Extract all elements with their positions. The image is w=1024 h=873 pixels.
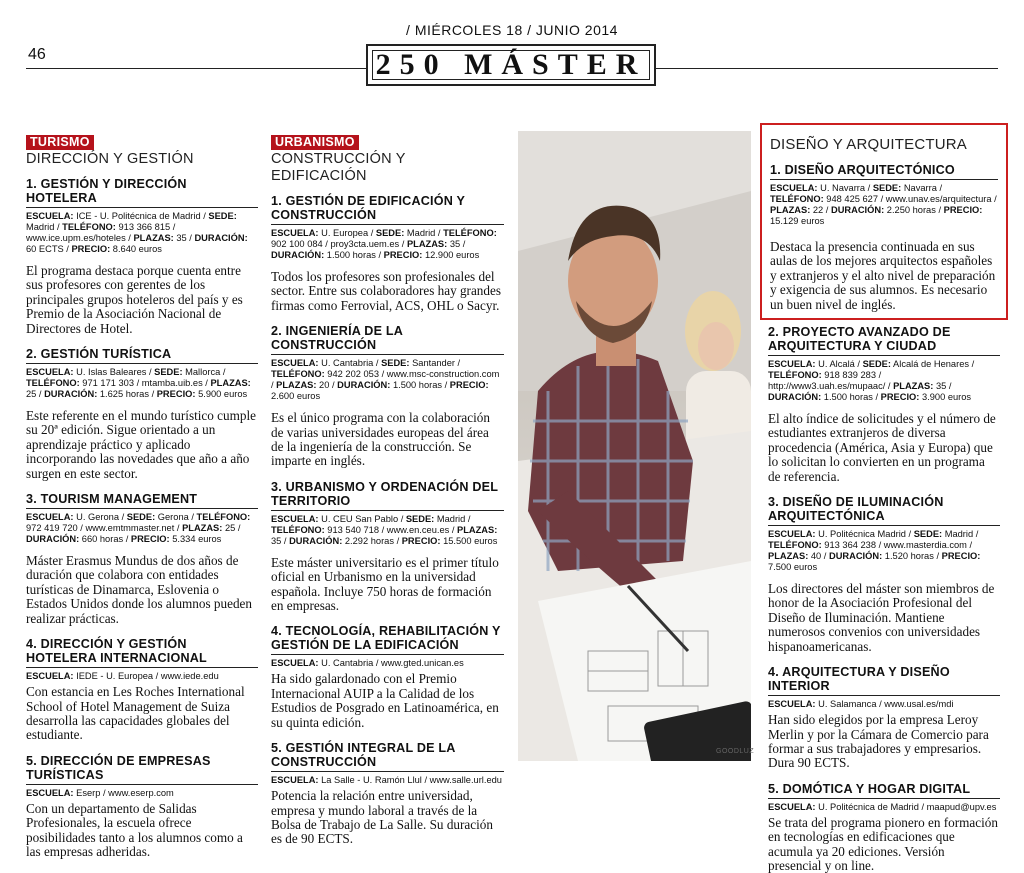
master-details: ESCUELA: U. Islas Baleares / SEDE: Mallorca / TELÉFONO: 971 171 303 / mtamba.uib.es / PLAZAS: 25 / DURACIÓN: 1.625 horas / PRECIO: 5.900 euros bbox=[26, 367, 251, 400]
master-details: ESCUELA: U. CEU San Pablo / SEDE: Madrid / TELÉFONO: 913 540 718 / www.en.ceu.es / PLAZAS: 35 / DURACIÓN: 2.292 horas / PRECIO: 15.500 euros bbox=[271, 513, 498, 546]
master-title: 5. DOMÓTICA Y HOGAR DIGITAL bbox=[768, 781, 971, 796]
master-entry bbox=[768, 665, 1000, 771]
divider bbox=[26, 363, 258, 364]
master-entry bbox=[768, 782, 1000, 873]
master-description: Ha sido galardonado con el Premio Internacional AUIP a la Calidad de los Estudios de Posgrado en Latinoamérica, en su quinta edición. bbox=[271, 671, 499, 730]
master-entry bbox=[271, 194, 504, 313]
master-details: ESCUELA: U. Cantabria / SEDE: Santander / TELÉFONO: 942 202 053 / www.msc-construction.com / PLAZAS: 20 / DURACIÓN: 1.500 horas / PRECIO: 2.600 euros bbox=[271, 358, 500, 402]
master-title: 2. GESTIÓN TURÍSTICA bbox=[26, 347, 172, 362]
master-title: 2. INGENIERÍA DE LA CONSTRUCCIÓN bbox=[271, 324, 403, 353]
divider bbox=[768, 525, 1000, 526]
column-turismo bbox=[26, 135, 258, 859]
master-title: 3. DISEÑO DE ILUMINACIÓN ARQUITECTÓNICA bbox=[768, 495, 944, 524]
master-entry bbox=[26, 754, 258, 860]
divider bbox=[271, 771, 504, 772]
master-details: ESCUELA: U. Navarra / SEDE: Navarra / TELÉFONO: 948 425 627 / www.unav.es/arquitectura / PLAZAS: 22 / DURACIÓN: 2.250 horas / PRECIO: 15.129 euros bbox=[770, 183, 997, 226]
divider bbox=[768, 798, 1000, 799]
master-description: Este referente en el mundo turístico cumple su 20ª edición. Sigue orientado a un aprendizaje práctico y aplicado incorporando las novedades que año a año surgen en este sector. bbox=[26, 408, 256, 481]
master-title: 5. GESTIÓN INTEGRAL DE LA CONSTRUCCIÓN bbox=[271, 741, 456, 770]
divider bbox=[271, 354, 504, 355]
master-description: Con estancia en Les Roches International School of Hotel Management de Suiza desarrolla las capacidades globales del estudiante. bbox=[26, 684, 245, 743]
master-entry bbox=[26, 177, 258, 336]
master-details: ESCUELA: U. Gerona / SEDE: Gerona / TELÉFONO: 972 419 720 / www.emtmmaster.net / PLAZAS: 25 / DURACIÓN: 660 horas / PRECIO: 5.334 euros bbox=[26, 512, 251, 545]
master-title: 4. DIRECCIÓN Y GESTIÓN HOTELERA INTERNACIONAL bbox=[26, 637, 207, 666]
master-description: Potencia la relación entre universidad, empresa y mundo laboral a través de la Bolsa de Trabajo de La Salle. Su duración es de 90 ECTS. bbox=[271, 788, 493, 847]
highlighted-box bbox=[760, 123, 1008, 320]
divider bbox=[271, 224, 504, 225]
master-description: El alto índice de solicitudes y el número de estudiantes extranjeros de diversa procedencia (América, Asia y Europa) que lo solicitan lo convierten en un programa de referencia. bbox=[768, 411, 996, 484]
master-description: Los directores del máster son miembros de honor de la Asociación Profesional del Diseño de Iluminación. Mantiene numerosos convenios con universidades hispanoamericanas. bbox=[768, 581, 995, 654]
divider bbox=[770, 179, 998, 180]
divider bbox=[26, 667, 258, 668]
master-title: 3. TOURISM MANAGEMENT bbox=[26, 492, 198, 507]
divider bbox=[26, 508, 258, 509]
master-entry bbox=[768, 495, 1000, 654]
master-title: 1. GESTIÓN DE EDIFICACIÓN Y CONSTRUCCIÓN bbox=[271, 194, 465, 222]
divider bbox=[26, 207, 258, 208]
category-tag: URBANISMO bbox=[271, 135, 359, 150]
master-details: ESCUELA: U. Salamanca / www.usal.es/mdi bbox=[768, 699, 954, 710]
master-description: Han sido elegidos por la empresa Leroy Merlin y por la Cámara de Comercio para formar a sus trabajadores y empresarios. Dura 90 ECTS. bbox=[768, 712, 989, 771]
master-details: ESCUELA: La Salle - U. Ramón Llul / www.salle.url.edu bbox=[271, 775, 502, 786]
master-title: 5. DIRECCIÓN DE EMPRESAS TURÍSTICAS bbox=[26, 753, 211, 782]
category-subtitle: DISEÑO Y ARQUITECTURA bbox=[770, 136, 968, 153]
master-details: ESCUELA: Eserp / www.eserp.com bbox=[26, 787, 174, 798]
master-description: El programa destaca porque cuenta entre sus profesores con gerentes de los principales grupos hoteleros del país y es Premio de la Asociación Nacional de Directores de Hotel. bbox=[26, 263, 243, 336]
master-title: 3. URBANISMO Y ORDENACIÓN DEL TERRITORIO bbox=[271, 479, 498, 508]
master-details: ESCUELA: IEDE - U. Europea / www.iede.edu bbox=[26, 671, 219, 682]
divider bbox=[26, 784, 258, 785]
master-entry bbox=[26, 637, 258, 743]
master-details: ESCUELA: U. Politécnica de Madrid / maapud@upv.es bbox=[768, 801, 997, 812]
master-description: Este máster universitario es el primer título oficial en Urbanismo en la universidad española. Incluye 750 horas de formación en empresas. bbox=[271, 554, 499, 614]
master-entry bbox=[770, 163, 998, 312]
divider bbox=[768, 355, 1000, 356]
divider bbox=[271, 510, 504, 511]
master-description: Con un departamento de Salidas Profesionales, la escuela ofrece posibilidades tanto a los alumnos como a las empresas adheridas. bbox=[26, 800, 243, 859]
master-title: 1. DISEÑO ARQUITECTÓNICO bbox=[770, 163, 955, 177]
master-entry bbox=[26, 492, 258, 626]
section-title-box bbox=[366, 44, 656, 86]
master-entry bbox=[271, 624, 504, 730]
master-description: Destaca la presencia continuada en sus aulas de los mejores arquitectos españoles y extranjeros y el alto nivel de preparación y exigencia de sus alumnos. Es necesario un buen nivel de inglés. bbox=[770, 239, 996, 312]
master-title: 1. GESTIÓN Y DIRECCIÓN HOTELERA bbox=[26, 177, 187, 205]
master-description: Todos los profesores son profesionales del sector. Entre sus colaboradores hay grandes firmas como Ferrovial, ACS, OHL o Sacyr. bbox=[271, 269, 501, 313]
master-title: 2. PROYECTO AVANZADO DE ARQUITECTURA Y CIUDAD bbox=[768, 325, 951, 354]
master-title: 4. ARQUITECTURA Y DISEÑO INTERIOR bbox=[768, 665, 950, 694]
master-details: ESCUELA: U. Europea / SEDE: Madrid / TELÉFONO: 902 100 084 / proy3cta.uem.es / PLAZAS: 35 / DURACIÓN: 1.500 horas / PRECIO: 12.900 euros bbox=[271, 228, 497, 260]
master-entry bbox=[26, 347, 258, 481]
master-description: Es el único programa con la colaboración de varias universidades europeas del área de la ingeniería de la construcción. Se imparte en inglés. bbox=[271, 410, 490, 469]
master-details: ESCUELA: U. Alcalá / SEDE: Alcalá de Henares / TELÉFONO: 918 839 283 / http://www3.uah.es/mupaac/ / PLAZAS: 35 / DURACIÓN: 1.500 horas / PRECIO: 3.900 euros bbox=[768, 359, 975, 403]
master-details: ESCUELA: U. Cantabria / www.gted.unican.es bbox=[271, 658, 464, 669]
divider bbox=[768, 695, 1000, 696]
master-description: Se trata del programa pionero en formación en tecnologías en edificaciones que acumula ya 20 ediciones. Versión presencial y on line. bbox=[768, 814, 998, 873]
master-title: 4. TECNOLOGÍA, REHABILITACIÓN Y GESTIÓN DE LA EDIFICACIÓN bbox=[271, 624, 501, 653]
master-details: ESCUELA: U. Politécnica Madrid / SEDE: Madrid / TELÉFONO: 913 364 238 / www.masterdia.com / PLAZAS: 40 / DURACIÓN: 1.520 horas / PRECIO: 7.500 euros bbox=[768, 529, 981, 573]
category-subtitle: DIRECCIÓN Y GESTIÓN bbox=[26, 151, 194, 167]
master-entry bbox=[768, 325, 1000, 484]
master-entry bbox=[271, 480, 504, 614]
column-diseno bbox=[760, 123, 1008, 873]
master-details: ESCUELA: ICE - U. Politécnica de Madrid / SEDE: Madrid / TELÉFONO: 913 366 815 / www.ice.upm.es/hoteles / PLAZAS: 35 / DURACIÓN: 60 ECTS / PRECIO: 8.640 euros bbox=[26, 211, 248, 254]
issue-date: / MIÉRCOLES 18 / JUNIO 2014 bbox=[406, 22, 618, 38]
master-entry bbox=[271, 324, 504, 469]
master-entry bbox=[271, 741, 504, 847]
section-title: 250 MÁSTER bbox=[372, 50, 650, 80]
student-photo bbox=[518, 131, 751, 761]
photo-credit: GOODLUZ bbox=[716, 748, 755, 755]
divider bbox=[271, 654, 504, 655]
photo-illustration bbox=[518, 131, 751, 761]
master-description: Máster Erasmus Mundus de dos años de duración que colabora con entidades turísticas de Dinamarca, Eslovenia o Estados Unidos donde los alumnos pueden realizar prácticas. bbox=[26, 553, 252, 626]
category-tag: TURISMO bbox=[26, 135, 94, 150]
page-number: 46 bbox=[28, 46, 46, 63]
column-urbanismo bbox=[271, 135, 504, 847]
category-subtitle: CONSTRUCCIÓN Y EDIFICACIÓN bbox=[271, 151, 406, 184]
